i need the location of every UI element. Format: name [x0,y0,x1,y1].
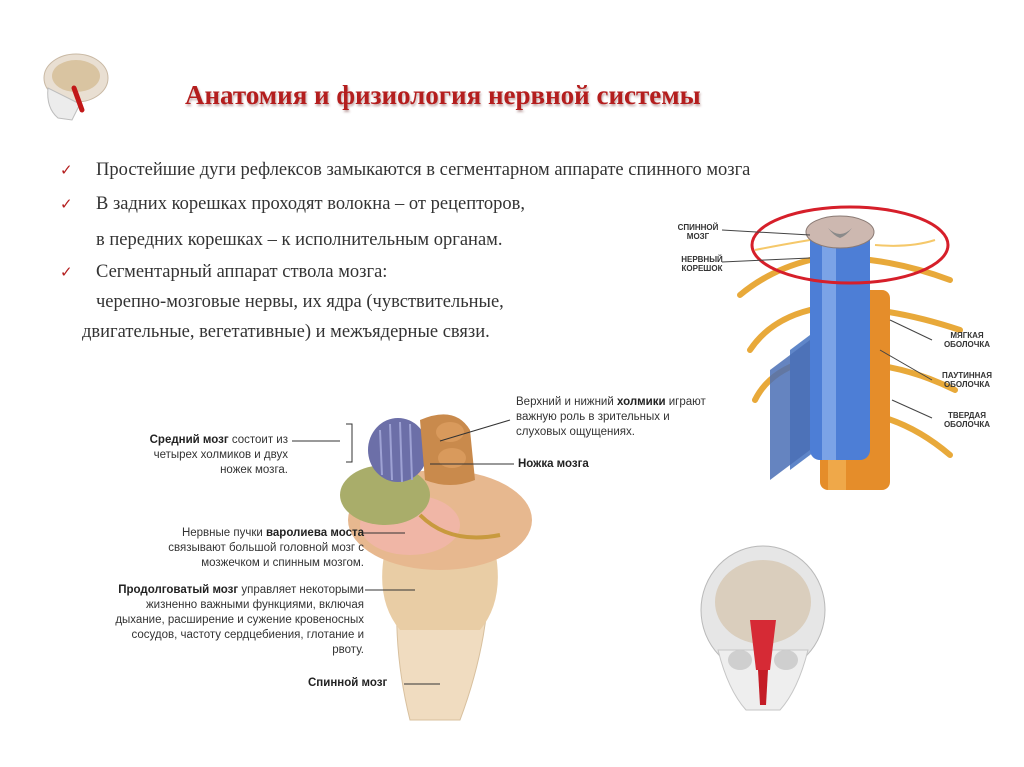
label-colliculi [516,395,746,440]
label-rest: управляет некоторыми [238,584,364,596]
label-line: связывают большой головной мозг с [168,542,364,554]
label-line [110,433,288,448]
check-icon: ✓ [60,263,73,281]
label-line: сосудов, частоту сердцебиения, глотание и [131,629,364,641]
label-line: ОБОЛОЧКА [943,340,991,349]
label-line: ТВЕРДАЯ [947,411,987,420]
label-line: рвоту. [332,644,364,656]
label-line: НЕРВНЫЙ [681,255,723,264]
label-bold: Средний мозг [149,434,229,446]
label-line: ножек мозга. [220,464,288,476]
label-line: МОЗГ [686,232,710,241]
label-pons [118,526,364,571]
label-line: КОРЕШОК [681,264,723,273]
label-line: ОБОЛОЧКА [943,380,991,389]
label-line: важную роль в зрительных и [516,411,670,423]
bullet-text: Сегментарный аппарат ствола мозга: [96,262,388,282]
label-line: МЯГКАЯ [950,331,984,340]
label-bold: Спинной мозг [308,677,388,689]
label-line: ПАУТИННАЯ [942,371,992,380]
label-line: слуховых ощущениях. [516,426,635,438]
label-bold: Ножка мозга [518,458,589,470]
label-spinal-cord-stem [308,676,387,691]
bullet-text: Простейшие дуги рефлексов замыкаются в сегментарном аппарате спинного мозга [96,160,751,180]
label-medulla [72,583,364,658]
bullet-text: в передних корешках – к исполнительным органам. [96,230,503,250]
bullet-text: двигательные, вегетативные) и межъядерные связи. [82,322,490,342]
label-bold: варолиева моста [265,527,364,539]
label-line [72,583,364,598]
check-icon: ✓ [60,161,73,179]
label-line: ОБОЛОЧКА [943,420,991,429]
bullet-text: В задних корешках проходят волокна – от рецепторов, [96,194,526,214]
bullet-text: черепно-мозговые нервы, их ядра (чувствительные, [96,292,504,312]
label-line: мозжечком и спинным мозгом. [201,557,364,569]
label-pre: Верхний и нижний [516,396,617,408]
label-midbrain [110,433,288,478]
label-bold: Продолговатый мозг [118,584,239,596]
slide-title: Анатомия и физиология нервной системы [185,80,701,110]
label-line: жизненно важными функциями, включая [145,599,364,611]
label-pre: Нервные пучки [181,527,266,539]
label-peduncle [518,457,589,472]
label-post: играют [665,396,706,408]
label-line: четырех холмиков и двух [153,449,288,461]
label-bold: холмики [616,396,666,408]
label-line: дыхание, расширение и сужение кровеносных [115,614,364,626]
label-line [118,526,364,541]
check-icon: ✓ [60,195,73,213]
label-line: СПИННОЙ [677,223,719,232]
label-rest: состоит из [228,434,288,446]
label-line [516,395,746,410]
skull-illustration [688,540,838,730]
